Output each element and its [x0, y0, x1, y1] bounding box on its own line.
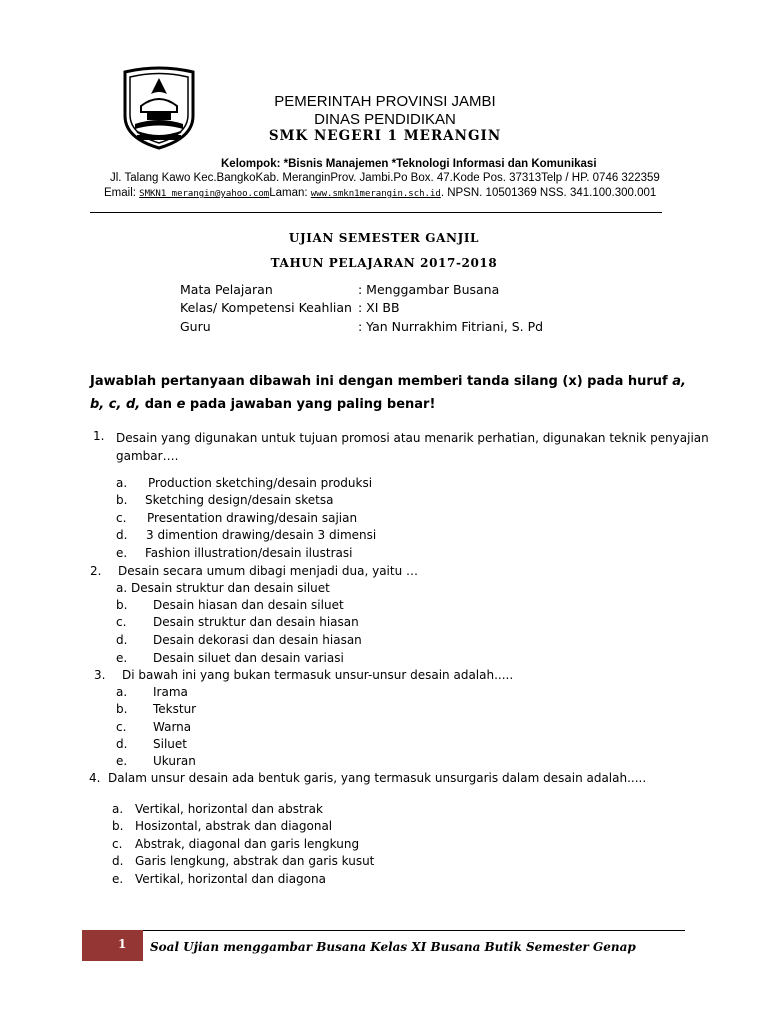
info-value-class: : XI BB: [358, 300, 400, 315]
header-department: DINAS PENDIDIKAN: [314, 111, 456, 128]
option-text: Fashion illustration/desain ilustrasi: [145, 546, 353, 560]
option-key: a.: [116, 685, 128, 699]
question-text: Desain secara umum dibagi menjadi dua, yaitu …: [118, 564, 419, 578]
page-number-box: [82, 930, 143, 961]
option-key: c.: [116, 615, 127, 629]
info-label-teacher: Guru: [180, 319, 211, 334]
option-text: Desain struktur dan desain hiasan: [153, 615, 359, 629]
question-text: Dalam unsur desain ada bentuk garis, yang termasuk unsurgaris dalam desain adalah.....: [108, 771, 647, 785]
page-number: 1: [118, 937, 127, 951]
option-text: Desain dekorasi dan desain hiasan: [153, 633, 362, 647]
option-text: Presentation drawing/desain sajian: [147, 511, 358, 525]
option-key: d.: [116, 737, 128, 751]
option-text: Ukuran: [153, 754, 196, 768]
header-group: Kelompok: *Bisnis Manajemen *Teknologi Informasi dan Komunikasi: [221, 158, 597, 170]
option-text: Irama: [153, 685, 188, 699]
option-text: Production sketching/desain produksi: [148, 476, 373, 490]
option-key: c.: [112, 837, 123, 851]
info-label-class: Kelas/ Kompetensi Keahlian: [180, 300, 352, 315]
question-number: 1.: [93, 429, 105, 443]
option-text: Hosizontal, abstrak dan diagonal: [135, 819, 333, 833]
option-key: d.: [112, 854, 124, 868]
header-divider: [90, 212, 662, 213]
option-text: Desain hiasan dan desain siluet: [153, 598, 344, 612]
registration-numbers: . NPSN. 10501369 NSS. 341.100.300.001: [440, 187, 657, 199]
option-key: d.: [116, 633, 128, 647]
info-value-subject: : Menggambar Busana: [358, 282, 500, 297]
option-text: Siluet: [153, 737, 187, 751]
option-text: Vertikal, horizontal dan abstrak: [135, 802, 323, 816]
instruction-letters: a, b, c, d,: [90, 374, 686, 412]
question-number: 4.: [89, 771, 101, 785]
question-number: 2.: [90, 564, 102, 578]
option-key: c.: [116, 511, 127, 525]
info-value-teacher: : Yan Nurrakhim Fitriani, S. Pd: [358, 319, 544, 334]
exam-year: TAHUN PELAJARAN 2017-2018: [270, 256, 498, 270]
footer-rule: [90, 930, 685, 931]
option-key: c.: [116, 720, 127, 734]
option-text: Desain siluet dan desain variasi: [153, 651, 344, 665]
website-link[interactable]: www.smkn1merangin.sch.id: [310, 189, 441, 199]
option-key: b.: [116, 702, 128, 716]
header-contact: [104, 187, 656, 199]
option-text: Desain struktur dan desain siluet: [131, 581, 330, 595]
footer-text: Soal Ujian menggambar Busana Kelas XI Busana Butik Semester Genap: [150, 940, 636, 954]
instruction-letter-e: e: [176, 397, 186, 412]
option-text: Warna: [153, 720, 192, 734]
option-key: a.: [116, 476, 128, 490]
exam-title: UJIAN SEMESTER GANJIL: [288, 231, 480, 245]
option-text: Sketching design/desain sketsa: [145, 493, 334, 507]
info-label-subject: Mata Pelajaran: [180, 282, 273, 297]
instruction-text: Jawablah pertanyaan dibawah ini dengan memberi tanda silang (x) pada huruf: [90, 374, 673, 389]
option-key: e.: [112, 872, 124, 886]
question-text: Di bawah ini yang bukan termasuk unsur-unsur desain adalah.....: [122, 668, 514, 682]
option-text: Vertikal, horizontal dan diagona: [135, 872, 326, 886]
email-link[interactable]: SMKN1_merangin@yahoo.com: [139, 189, 270, 199]
option-text: 3 dimention drawing/desain 3 dimensi: [146, 528, 377, 542]
instruction-tail: pada jawaban yang paling benar!: [185, 397, 436, 412]
option-key: e.: [116, 546, 128, 560]
header-government: PEMERINTAH PROVINSI JAMBI: [274, 93, 496, 110]
option-key: a.: [112, 802, 124, 816]
option-key: b.: [116, 598, 128, 612]
header-school-name: SMK NEGERI 1 MERANGIN: [268, 128, 502, 144]
web-label: Laman:: [269, 187, 311, 199]
option-text: Garis lengkung, abstrak dan garis kusut: [135, 854, 375, 868]
option-key: e.: [116, 754, 128, 768]
question-number: 3.: [94, 668, 106, 682]
option-key: b.: [112, 819, 124, 833]
email-label: Email:: [104, 187, 140, 199]
header-address: Jl. Talang Kawo Kec.BangkoKab. MeranginProv. Jambi.Po Box. 47.Kode Pos. 37313Telp / HP. 0746 322359: [110, 172, 660, 184]
option-text: Tekstur: [153, 702, 197, 716]
option-key: b.: [116, 493, 128, 507]
question-text: Desain yang digunakan untuk tujuan promosi atau menarik perhatian, digunakan teknik penyajian gambar….: [116, 431, 709, 463]
option-key: a.: [116, 581, 128, 595]
option-text: Abstrak, diagonal dan garis lengkung: [135, 837, 360, 851]
option-key: e.: [116, 651, 128, 665]
instruction: [90, 370, 690, 416]
option-key: d.: [116, 528, 128, 542]
instruction-and: dan: [140, 397, 177, 412]
